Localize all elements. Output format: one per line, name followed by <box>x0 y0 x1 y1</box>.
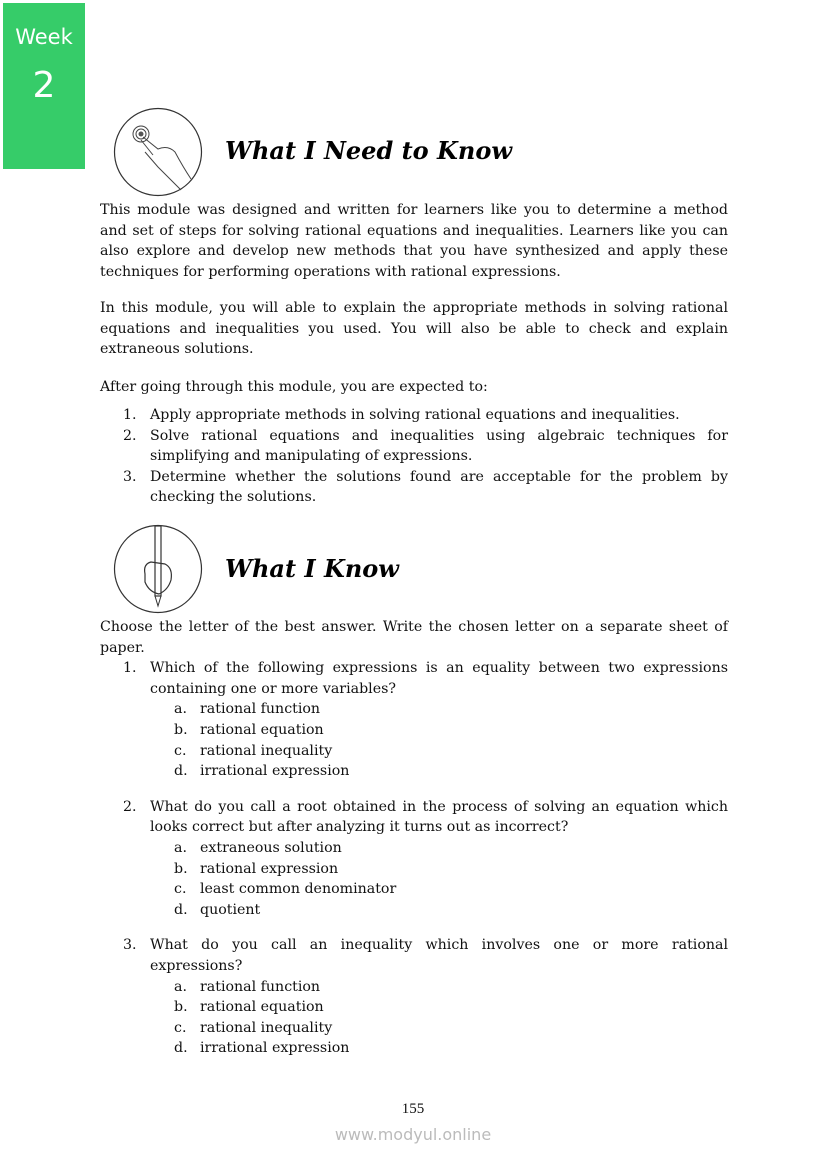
answer-option <box>100 720 728 741</box>
question-number: 1. <box>123 660 137 677</box>
instruction: Choose the letter of the best answer. Write the chosen letter on a separate sheet of paper. <box>100 619 728 656</box>
answer-option <box>100 900 728 921</box>
option-letter: c. <box>174 881 187 898</box>
option-text: rational inequality <box>200 742 333 759</box>
option-letter: a. <box>174 978 187 995</box>
option-letter: a. <box>174 839 187 856</box>
option-letter: d. <box>174 1040 188 1057</box>
option-text: rational inequality <box>200 1019 333 1036</box>
intro-paragraph: This module was designed and written for learners like you to determine a method and set of steps for solving rational equations and inequalities. Learners like you can also explore and develop new methods that you have synthesized and apply these techniques for performing operations with rational expressions. <box>100 202 728 280</box>
answer-option <box>100 838 728 859</box>
week-tab <box>3 3 85 169</box>
quiz <box>100 617 728 1059</box>
answer-option <box>100 977 728 998</box>
option-letter: b. <box>174 999 188 1016</box>
question-text: Which of the following expressions is an equality between two expressions containing one or more variables? <box>150 660 728 697</box>
item-number: 3. <box>123 468 137 485</box>
item-text: Apply appropriate methods in solving rational equations and inequalities. <box>150 407 680 423</box>
option-text: irrational expression <box>200 1040 350 1057</box>
option-letter: c. <box>174 742 187 759</box>
week-number: 2 <box>32 65 56 106</box>
option-letter: b. <box>174 721 188 738</box>
option-text: rational function <box>200 978 321 995</box>
watermark: www.modyul.online <box>334 1125 492 1144</box>
option-text: rational expression <box>200 860 339 877</box>
option-text: quotient <box>200 901 261 918</box>
item-text: Solve rational equations and inequalities using algebraic techniques for simplifying and manipulating of expressions. <box>150 427 728 465</box>
option-letter: d. <box>174 763 188 780</box>
answer-option <box>100 761 728 782</box>
objective-item <box>100 405 728 426</box>
question-number: 3. <box>123 937 137 954</box>
item-number: 1. <box>123 407 137 423</box>
module-paragraph: In this module, you will able to explain the appropriate methods in solving rational equations and inequalities you used. You will also be able to check and explain extraneous solutions. <box>100 300 728 358</box>
answer-option <box>100 699 728 720</box>
answer-option <box>100 879 728 900</box>
option-letter: c. <box>174 1019 187 1036</box>
section-title-what-i-know: What I Know <box>225 554 399 583</box>
hand-pointing-icon <box>113 107 203 197</box>
question-number: 2. <box>123 798 137 815</box>
objective-item <box>100 467 728 508</box>
answer-option <box>100 741 728 762</box>
answer-option <box>100 859 728 880</box>
question <box>100 935 728 976</box>
page-number: 155 <box>401 1101 425 1117</box>
question <box>100 658 728 699</box>
option-letter: d. <box>174 901 188 918</box>
question <box>100 797 728 838</box>
answer-option <box>100 1038 728 1059</box>
objective-item <box>100 426 728 467</box>
option-text: rational equation <box>200 721 324 738</box>
option-text: irrational expression <box>200 763 350 780</box>
item-number: 2. <box>123 427 137 444</box>
hand-holding-pencil-icon <box>113 524 203 614</box>
option-letter: a. <box>174 701 187 718</box>
item-text: Determine whether the solutions found are acceptable for the problem by checking the solutions. <box>150 468 728 506</box>
question-text: What do you call a root obtained in the process of solving an equation which looks correct but after analyzing it turns out as incorrect? <box>150 798 728 836</box>
option-text: rational equation <box>200 999 324 1016</box>
answer-option <box>100 997 728 1018</box>
week-label: Week <box>15 25 73 49</box>
option-text: least common denominator <box>200 881 397 898</box>
option-text: extraneous solution <box>200 839 342 856</box>
answer-option <box>100 1018 728 1039</box>
expectations-paragraph: After going through this module, you are expected to: <box>100 379 488 395</box>
objectives-list <box>100 405 728 508</box>
section-title-what-i-need-to-know: What I Need to Know <box>225 136 513 165</box>
question-text: What do you call an inequality which involves one or more rational expressions? <box>150 937 728 974</box>
option-text: rational function <box>200 701 321 718</box>
option-letter: b. <box>174 860 188 877</box>
